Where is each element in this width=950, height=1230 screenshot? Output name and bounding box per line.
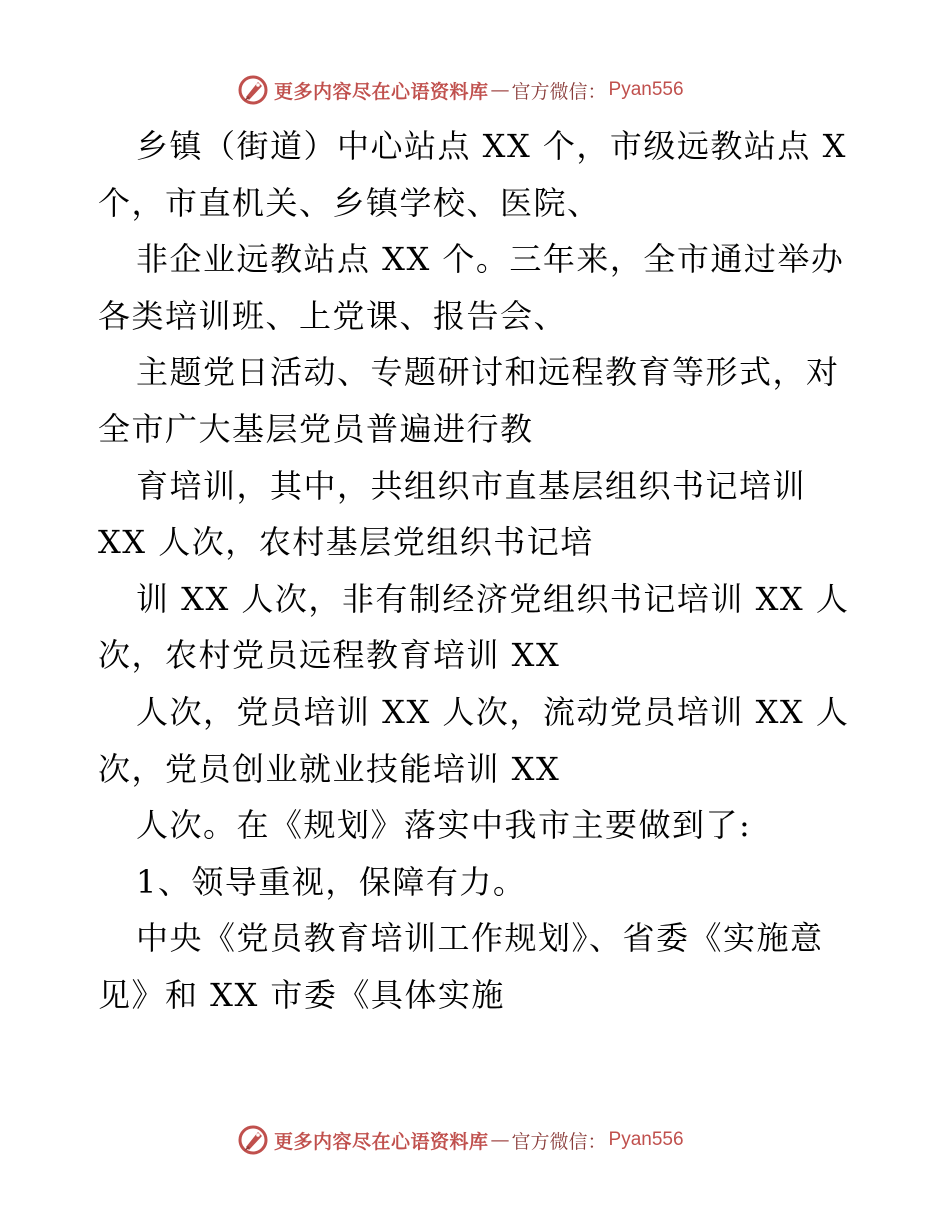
- watermark-brand-text: 更多内容尽在心语资料库: [274, 1130, 489, 1153]
- text-line: 训 XX 人次，非有制经济党组织书记培训 XX 人: [136, 579, 850, 618]
- text-line: 人次。在《规划》落实中我市主要做到了:: [136, 806, 752, 845]
- watermark-official-label: 官方微信：: [511, 1130, 607, 1153]
- text-line: 中央《党员教育培训工作规划》、省委《实施意: [136, 919, 824, 958]
- watermark-dash: —: [490, 1129, 510, 1151]
- document-body: [98, 118, 858, 1024]
- watermark-brand-text: 更多内容尽在心语资料库: [274, 80, 489, 103]
- text-line: 各类培训班、上党课、报告会、: [98, 296, 568, 335]
- text-line: 次，党员创业就业技能培训 XX: [98, 749, 561, 788]
- watermark-dash: —: [490, 79, 510, 101]
- header-watermark: [236, 72, 684, 108]
- text-line: 1、领导重视，保障有力。: [136, 862, 527, 901]
- watermark-wechat-id: Pyan556: [608, 79, 684, 100]
- pen-nib-circle-logo-icon: [236, 1123, 270, 1157]
- footer-watermark: [236, 1122, 684, 1158]
- text-line: 非企业远教站点 XX 个。三年来，全市通过举办: [136, 240, 845, 279]
- text-line: 个，市直机关、乡镇学校、医院、: [98, 183, 601, 222]
- text-line: 人次，党员培训 XX 人次，流动党员培训 XX 人: [136, 692, 850, 731]
- watermark-official-label: 官方微信：: [511, 80, 607, 103]
- text-line: 乡镇（街道）中心站点 XX 个，市级远教站点 X: [136, 127, 847, 165]
- pen-nib-circle-logo-icon: [236, 73, 270, 107]
- text-line: XX 人次，农村基层党组织书记培: [98, 523, 594, 562]
- text-line: 次，农村党员远程教育培训 XX: [98, 636, 561, 675]
- text-line: 全市广大基层党员普遍进行教: [98, 409, 534, 448]
- text-line: 主题党日活动、专题研讨和远程教育等形式，对: [136, 353, 840, 392]
- text-line: 见》和 XX 市委《具体实施: [98, 975, 505, 1014]
- watermark-wechat-id: Pyan556: [608, 1129, 684, 1150]
- text-line: 育培训，其中，共组织市直基层组织书记培训: [136, 466, 807, 505]
